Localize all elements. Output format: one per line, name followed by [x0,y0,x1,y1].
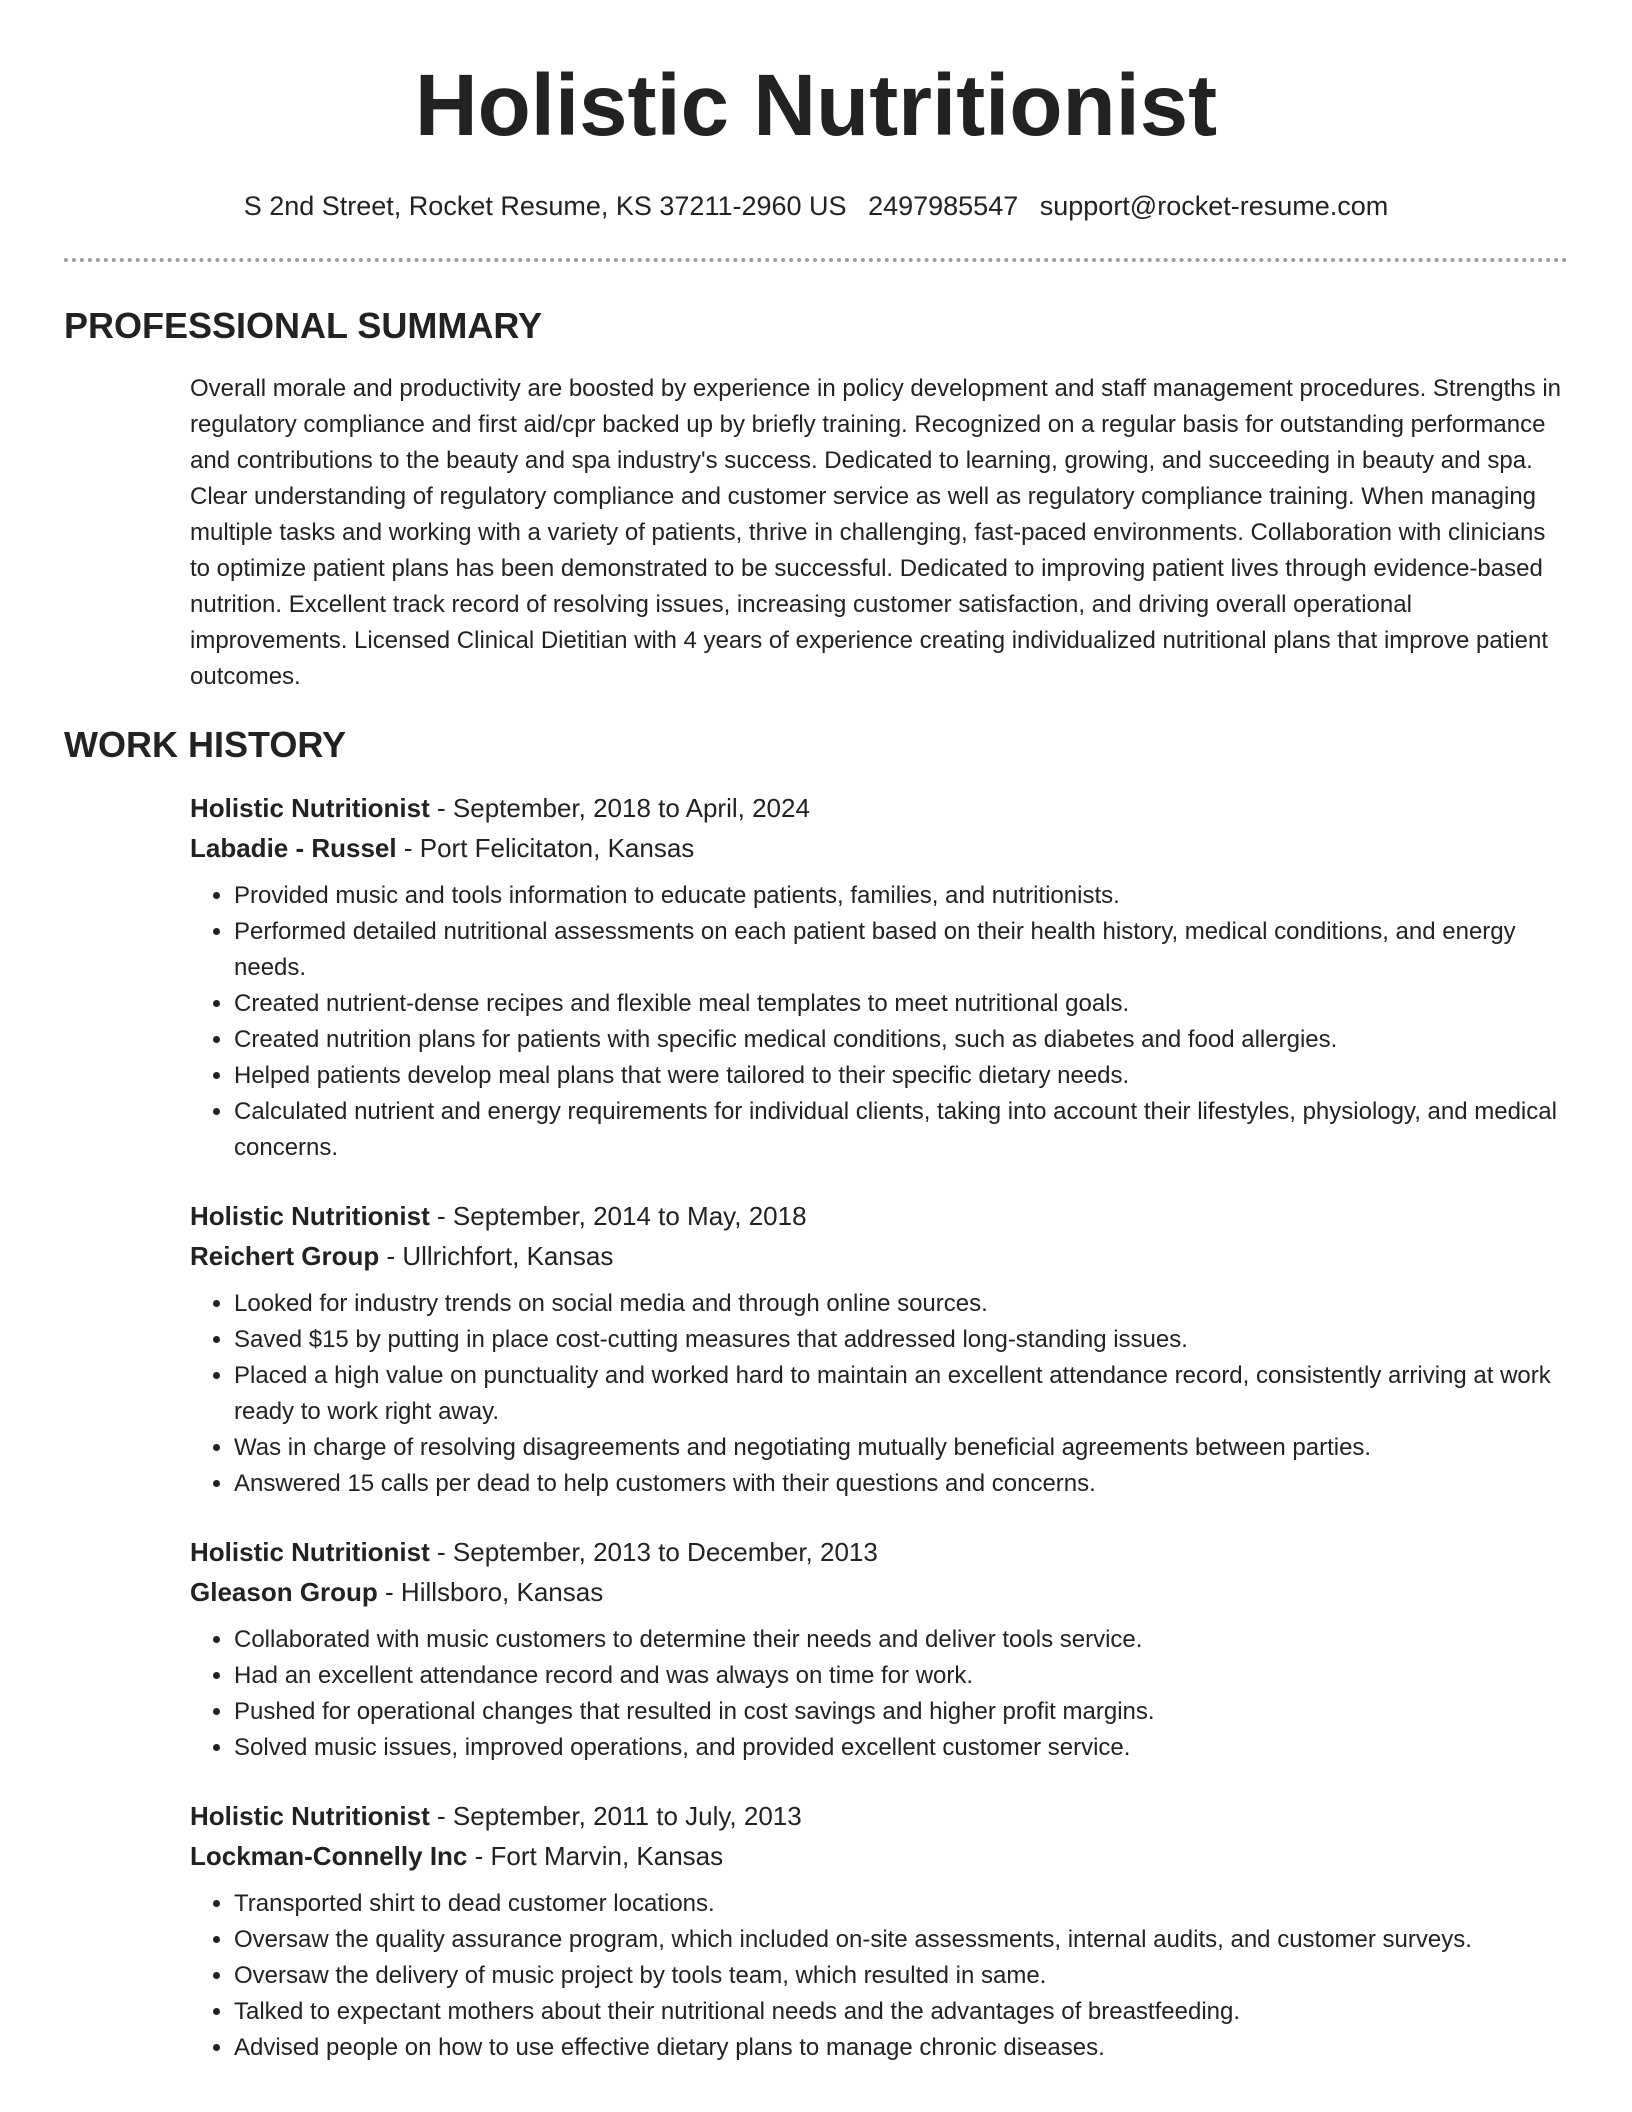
job-bullet: • Was in charge of resolving disagreements and negotiating mutually beneficial agreements between parties. [234,1430,1568,1466]
job-entry [64,788,1568,1166]
job-bullets [190,1622,1568,1766]
job-location: - Port Felicitaton, Kansas [396,833,695,864]
job-entry [64,1532,1568,1766]
job-company: Gleason Group [190,1577,378,1608]
resume-name: Holistic Nutritionist [414,57,1218,154]
contact-email: support@rocket-resume.com [1039,190,1389,221]
job-location: - Hillsboro, Kansas [377,1577,604,1608]
job-title-line [190,788,1568,828]
job-bullet: • Oversaw the quality assurance program, which included on-site assessments, internal audits, and customer surveys. [234,1922,1568,1958]
job-bullet: • Performed detailed nutritional assessments on each patient based on their health history, medical conditions, and energy needs. [234,914,1568,986]
job-bullet: • Placed a high value on punctuality and worked hard to maintain an excellent attendance record, consistently arriving at work ready to work right away. [234,1358,1568,1430]
summary-heading: PROFESSIONAL SUMMARY [64,305,543,347]
job-bullets [190,1286,1568,1502]
job-bullet: • Provided music and tools information to educate patients, families, and nutritionists. [234,878,1568,914]
job-bullet: • Created nutrient-dense recipes and flexible meal templates to meet nutritional goals. [234,986,1568,1022]
job-company: Reichert Group [190,1241,380,1272]
job-bullet: • Oversaw the delivery of music project by tools team, which resulted in same. [234,1958,1568,1994]
job-bullet: • Saved $15 by putting in place cost-cutting measures that addressed long-standing issues. [234,1322,1568,1358]
contact-address: S 2nd Street, Rocket Resume, KS 37211-2960 US [243,190,847,221]
job-location: - Ullrichfort, Kansas [379,1241,614,1272]
job-bullet: • Advised people on how to use effective dietary plans to manage chronic diseases. [234,2030,1568,2066]
job-bullet: • Looked for industry trends on social media and through online sources. [234,1286,1568,1322]
job-company: Lockman-Connelly Inc [190,1841,468,1872]
job-entry [64,1796,1568,2066]
job-dates: - September, 2013 to December, 2013 [429,1537,878,1568]
job-company-line [190,1236,1568,1276]
job-bullets [190,878,1568,1166]
job-location: - Fort Marvin, Kansas [467,1841,724,1872]
job-bullet: • Transported shirt to dead customer locations. [234,1886,1568,1922]
job-company-line [190,828,1568,868]
job-role: Holistic Nutritionist [190,1537,430,1568]
job-role: Holistic Nutritionist [190,793,430,824]
job-bullet: • Pushed for operational changes that resulted in cost savings and higher profit margins. [234,1694,1568,1730]
job-bullet: • Helped patients develop meal plans that were tailored to their specific dietary needs. [234,1058,1568,1094]
job-title-line [190,1532,1568,1572]
job-entry [64,1196,1568,1502]
job-bullet: • Solved music issues, improved operations, and provided excellent customer service. [234,1730,1568,1766]
job-bullet: • Calculated nutrient and energy requirements for individual clients, taking into account their lifestyles, physiology, and medical concerns. [234,1094,1568,1166]
job-dates: - September, 2018 to April, 2024 [429,793,810,824]
job-list [64,788,1568,2066]
job-dates: - September, 2014 to May, 2018 [429,1201,807,1232]
job-dates: - September, 2011 to July, 2013 [429,1801,802,1832]
job-bullet: • Talked to expectant mothers about their nutritional needs and the advantages of breastfeeding. [234,1994,1568,2030]
job-bullet: • Answered 15 calls per dead to help customers with their questions and concerns. [234,1466,1568,1502]
job-title-line [190,1796,1568,1836]
job-role: Holistic Nutritionist [190,1201,430,1232]
work-history-heading: WORK HISTORY [64,724,347,766]
contact-phone: 2497985547 [868,190,1019,221]
job-title-line [190,1196,1568,1236]
job-company: Labadie - Russel [190,833,397,864]
job-company-line [190,1572,1568,1612]
job-bullet: • Created nutrition plans for patients with specific medical conditions, such as diabetes and food allergies. [234,1022,1568,1058]
contact-line [64,190,1568,222]
job-bullets [190,1886,1568,2066]
summary-text: Overall morale and productivity are boosted by experience in policy development and staff management procedures. Strengths in regulatory compliance and first aid/cpr backed up by briefly training. Recognized on a regular basis for outstanding performance and contributions to the beauty and spa industry's success. Dedicated to learning, growing, and succeeding in beauty and spa. Clear understanding of regulatory compliance and customer service as well as regulatory compliance training. When managing multiple tasks and working with a variety of patients, thrive in challenging, fast-paced environments. Collaboration with clinicians to optimize patient plans has been demonstrated to be successful. Dedicated to improving patient lives through evidence-based nutrition. Excellent track record of resolving issues, increasing customer satisfaction, and driving overall operational improvements. Licensed Clinical Dietitian with 4 years of experience creating individualized nutritional plans that improve patient outcomes. [190,375,1561,691]
job-company-line [190,1836,1568,1876]
job-bullet: • Collaborated with music customers to determine their needs and deliver tools service. [234,1622,1568,1658]
job-role: Holistic Nutritionist [190,1801,430,1832]
header-divider [64,258,1568,262]
job-bullet: • Had an excellent attendance record and was always on time for work. [234,1658,1568,1694]
